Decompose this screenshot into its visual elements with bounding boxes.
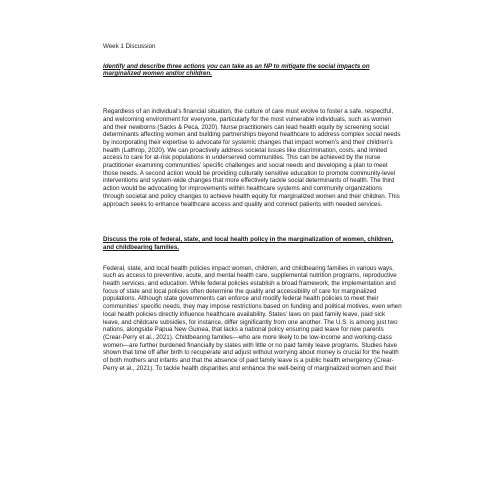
- document-page: [103, 43, 403, 373]
- week-label: Week 1 Discussion: [103, 43, 156, 50]
- question-1-heading: Identify and describe three actions you can take as an NP to mitigate the social impacts on marginalized women and/or children.: [103, 62, 370, 78]
- answer-2-paragraph: Federal, state, and local health policies impact women, children, and childbearing families in various ways, such as access to preventive, acute, and mental health care, supplemental nutrition programs, reproductive health services, and education. While federal policies establish a broad framework, the implementation and focus of state and local policies often determine the quality and accessibility of care for marginalized populations. Although state governments can enforce and modify federal health policies to meet their communities' specific needs, they may impose restrictions based on funding and political motives, even when local health policies directly influence healthcare availability. States' laws on paid family leave, paid sick leave, and childcare subsidies, for instance, differ significantly from one another. The U.S. is among just two nations, alongside Papua New Guinea, that lacks a national policy ensuring paid leave for new parents (Crear-Perry et al., 2021). Childbearing families—who are more likely to be low-income and working-class women—are further burdened financially by states with little or no paid family leave programs. Studies have shown that time off after birth to recuperate and adjust without worrying about money is crucial for the health of both mothers and infants and that the absence of paid family leave is a public health emergency (Crear-Perry et al., 2021). To tackle health disparities and enhance the well-being of marginalized women and their: [103, 264, 402, 372]
- answer-1-paragraph: Regardless of an individual's financial situation, the culture of care must evolve to foster a safe, respectful, and welcoming environment for everyone, particularly for the most vulnerable individuals, such as women and their newborns (Sacks & Peca, 2020). Nurse practitioners can lead health equity by screening social determinants affecting women and building partnerships beyond healthcare to address complex social needs by incorporating their expertise to advocate for systemic changes that impact women's and their children's health (Lathrop, 2020). We can proactively address societal issues like discrimination, costs, and limited access to care for at-risk populations in underserved communities. This can be achieved by the nurse practitioner examining communities' specific challenges and social needs and developing a plan to meet those needs. A second action would be providing culturally sensitive education to promote community-level interventions and system-wide changes that more effectively tackle social determinants of health. The third action would be advocating for improvements within healthcare systems and community organizations through societal and policy changes to achieve health equity for marginalized women and their children. This approach seeks to enhance healthcare access and quality and connect patients with needed services.: [103, 108, 401, 208]
- question-2-heading: Discuss the role of federal, state, and local health policy in the marginalization of women, children, and childbearing families.: [103, 236, 394, 251]
